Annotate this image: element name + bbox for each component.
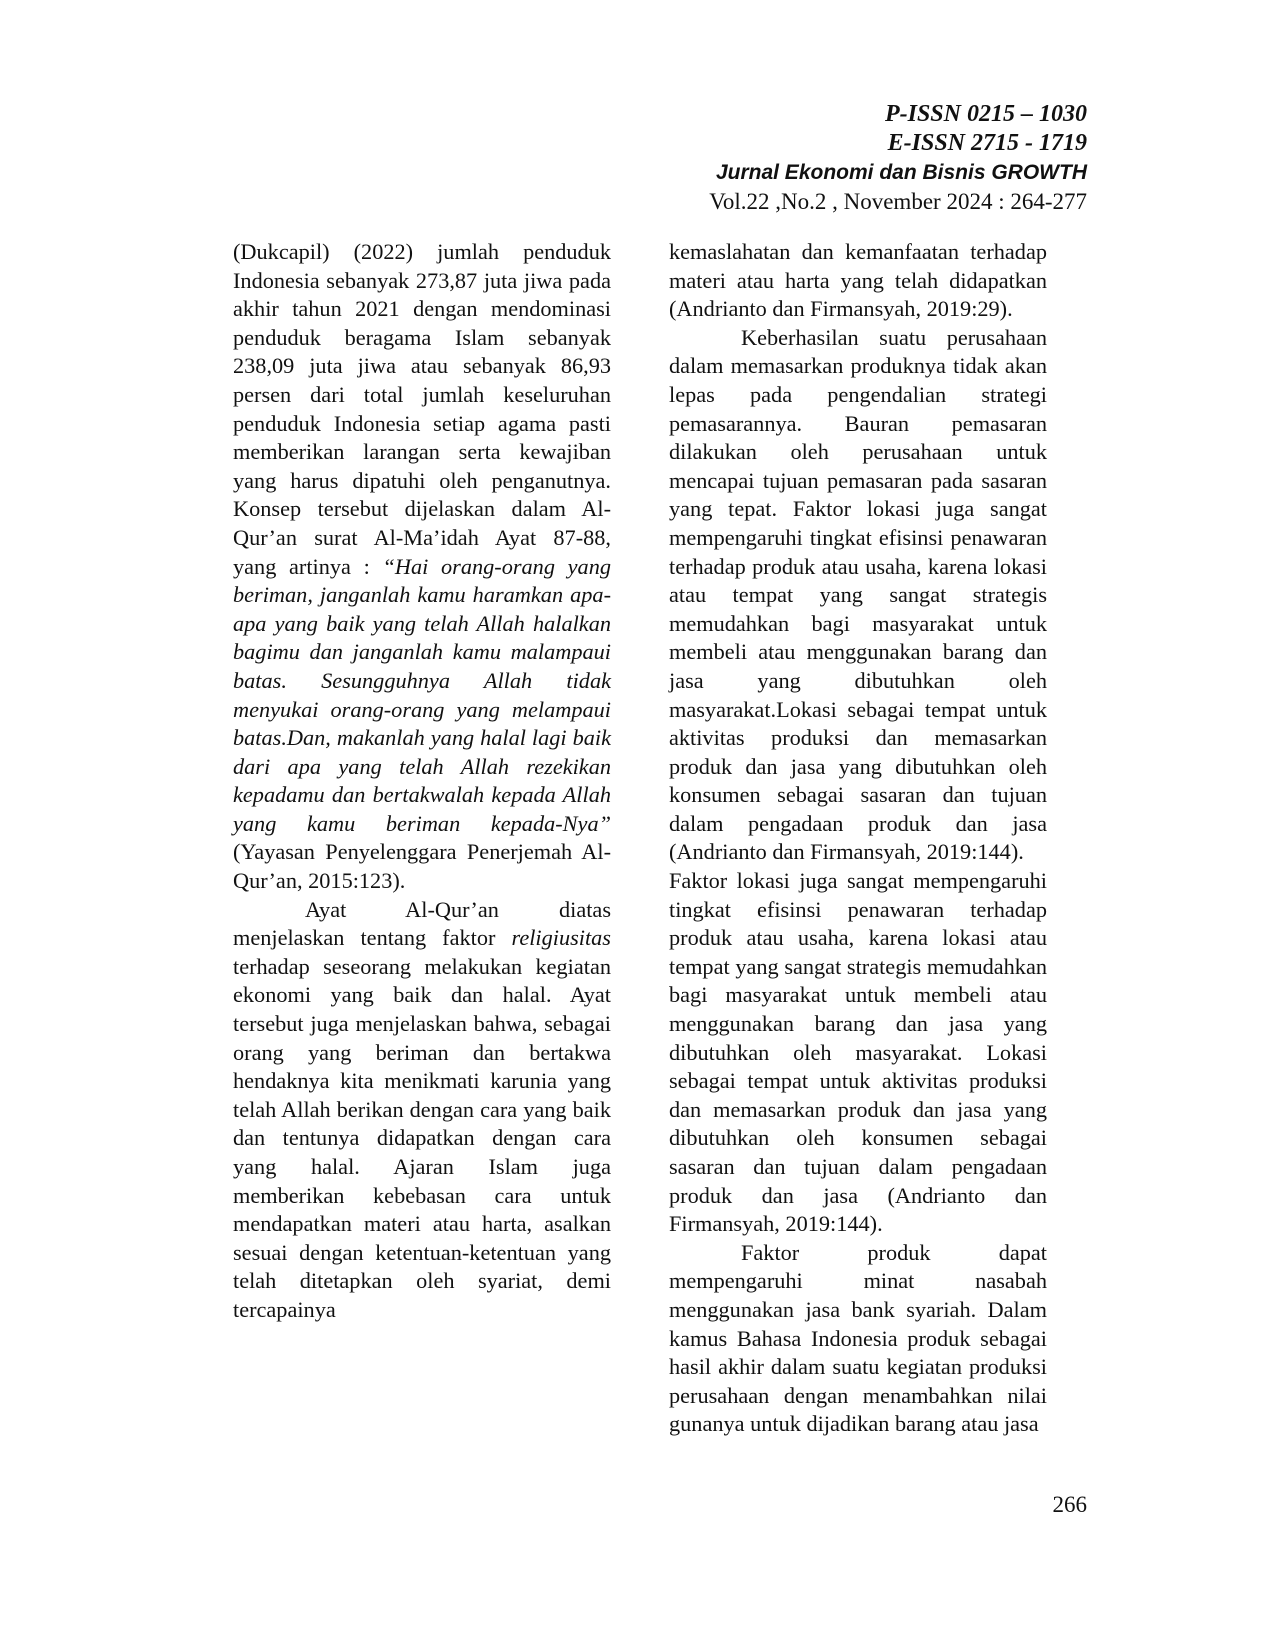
- quran-quote: “Hai orang-orang yang beriman, janganlah kamu haramkan apa-apa yang baik yang telah Allah halalkan bagimu dan janganlah kamu malampaui batas. Sesungguhnya Allah tidak menyukai orang-orang yang melampaui batas.Dan, makanlah yang halal lagi baik dari apa yang telah Allah rezekikan kepadamu dan bertakwalah kepada Allah yang kamu beriman kepada-Nya”: [233, 553, 611, 836]
- journal-header: [527, 100, 1087, 216]
- volume-info: Vol.22 ,No.2 , November 2024 : 264-277: [709, 189, 1087, 214]
- print-issn: P-ISSN 0215 – 1030: [884, 101, 1087, 127]
- paragraph-location-factor: Faktor lokasi juga sangat mempengaruhi tingkat efisinsi penawaran terhadap produk atau usaha, karena lokasi atau tempat yang sangat strategis memudahkan bagi masyarakat untuk membeli atau menggunakan barang dan jasa yang dibutuhkan oleh masyarakat. Lokasi sebagai tempat untuk aktivitas produksi dan memasarkan produk dan jasa yang dibutuhkan oleh konsumen sebagai sasaran dan tujuan dalam pengadaan produk dan jasa (Andrianto dan Firmansyah, 2019:144).: [669, 868, 1047, 1237]
- page-number: 266: [1052, 1492, 1087, 1517]
- quote-citation: (Yayasan Penyelenggara Penerjemah Al-Qur’an, 2015:123).: [233, 839, 611, 894]
- paragraph-text-rest: terhadap seseorang melakukan kegiatan ekonomi yang baik dan halal. Ayat tersebut juga menjelaskan bahwa, sebagai orang yang beriman dan bertakwa hendaknya kita menikmati karunia yang telah Allah berikan dengan cara yang baik dan tentunya didapatkan dengan cara yang halal. Ajaran Islam juga memberikan kebebasan cara untuk mendapatkan materi atau harta, asalkan sesuai dengan ketentuan-ketentuan yang telah ditetapkan oleh syariat, demi tercapainya: [233, 953, 611, 1322]
- journal-title: Jurnal Ekonomi dan Bisnis GROWTH: [715, 161, 1087, 184]
- paragraph-marketing-success: Keberhasilan suatu perusahaan dalam memasarkan produknya tidak akan lepas pada pengendalian strategi pemasarannya. Bauran pemasaran dilakukan oleh perusahaan untuk mencapai tujuan pemasaran pada sasaran yang tepat. Faktor lokasi juga sangat mempengaruhi tingkat efisinsi penawaran terhadap produk atau usaha, karena lokasi atau tempat yang sangat strategis memudahkan bagi masyarakat untuk membeli atau menggunakan barang dan jasa yang dibutuhkan oleh masyarakat.Lokasi sebagai tempat untuk aktivitas produksi dan memasarkan produk dan jasa yang dibutuhkan oleh konsumen sebagai sasaran dan tujuan dalam pengadaan produk dan jasa (Andrianto dan Firmansyah, 2019:144).: [669, 324, 1047, 865]
- right-column: [669, 238, 1047, 1439]
- paragraph-population: [233, 238, 611, 896]
- term-religiusitas: religiusitas: [511, 925, 611, 951]
- paragraph-text-start: Ayat Al-Qur’an diatas menjelaskan tentang faktor: [233, 896, 611, 951]
- paragraph-religiosity: [233, 896, 611, 1325]
- paragraph-product-factor: Faktor produk dapat mempengaruhi minat nasabah menggunakan jasa bank syariah. Dalam kamus Bahasa Indonesia produk sebagai hasil akhir dalam suatu kegiatan produksi perusahaan dengan menambahkan nilai gunanya untuk dijadikan barang atau jasa: [669, 1239, 1047, 1437]
- paragraph-continuation: kemaslahatan dan kemanfaatan terhadap materi atau harta yang telah didapatkan (Andrianto dan Firmansyah, 2019:29).: [669, 239, 1047, 322]
- left-column: [233, 238, 611, 1325]
- paragraph-intro-text: (Dukcapil) (2022) jumlah penduduk Indonesia sebanyak 273,87 juta jiwa pada akhir tahun 2021 dengan mendominasi penduduk beragama Islam sebanyak 238,09 juta jiwa atau sebanyak 86,93 persen dari total jumlah keseluruhan penduduk Indonesia setiap agama pasti memberikan larangan serta kewajiban yang harus dipatuhi oleh penganutnya. Konsep tersebut dijelaskan dalam Al-Qur’an surat Al-Ma’idah Ayat 87-88, yang artinya :: [233, 239, 611, 579]
- electronic-issn: E-ISSN 2715 - 1719: [887, 130, 1087, 156]
